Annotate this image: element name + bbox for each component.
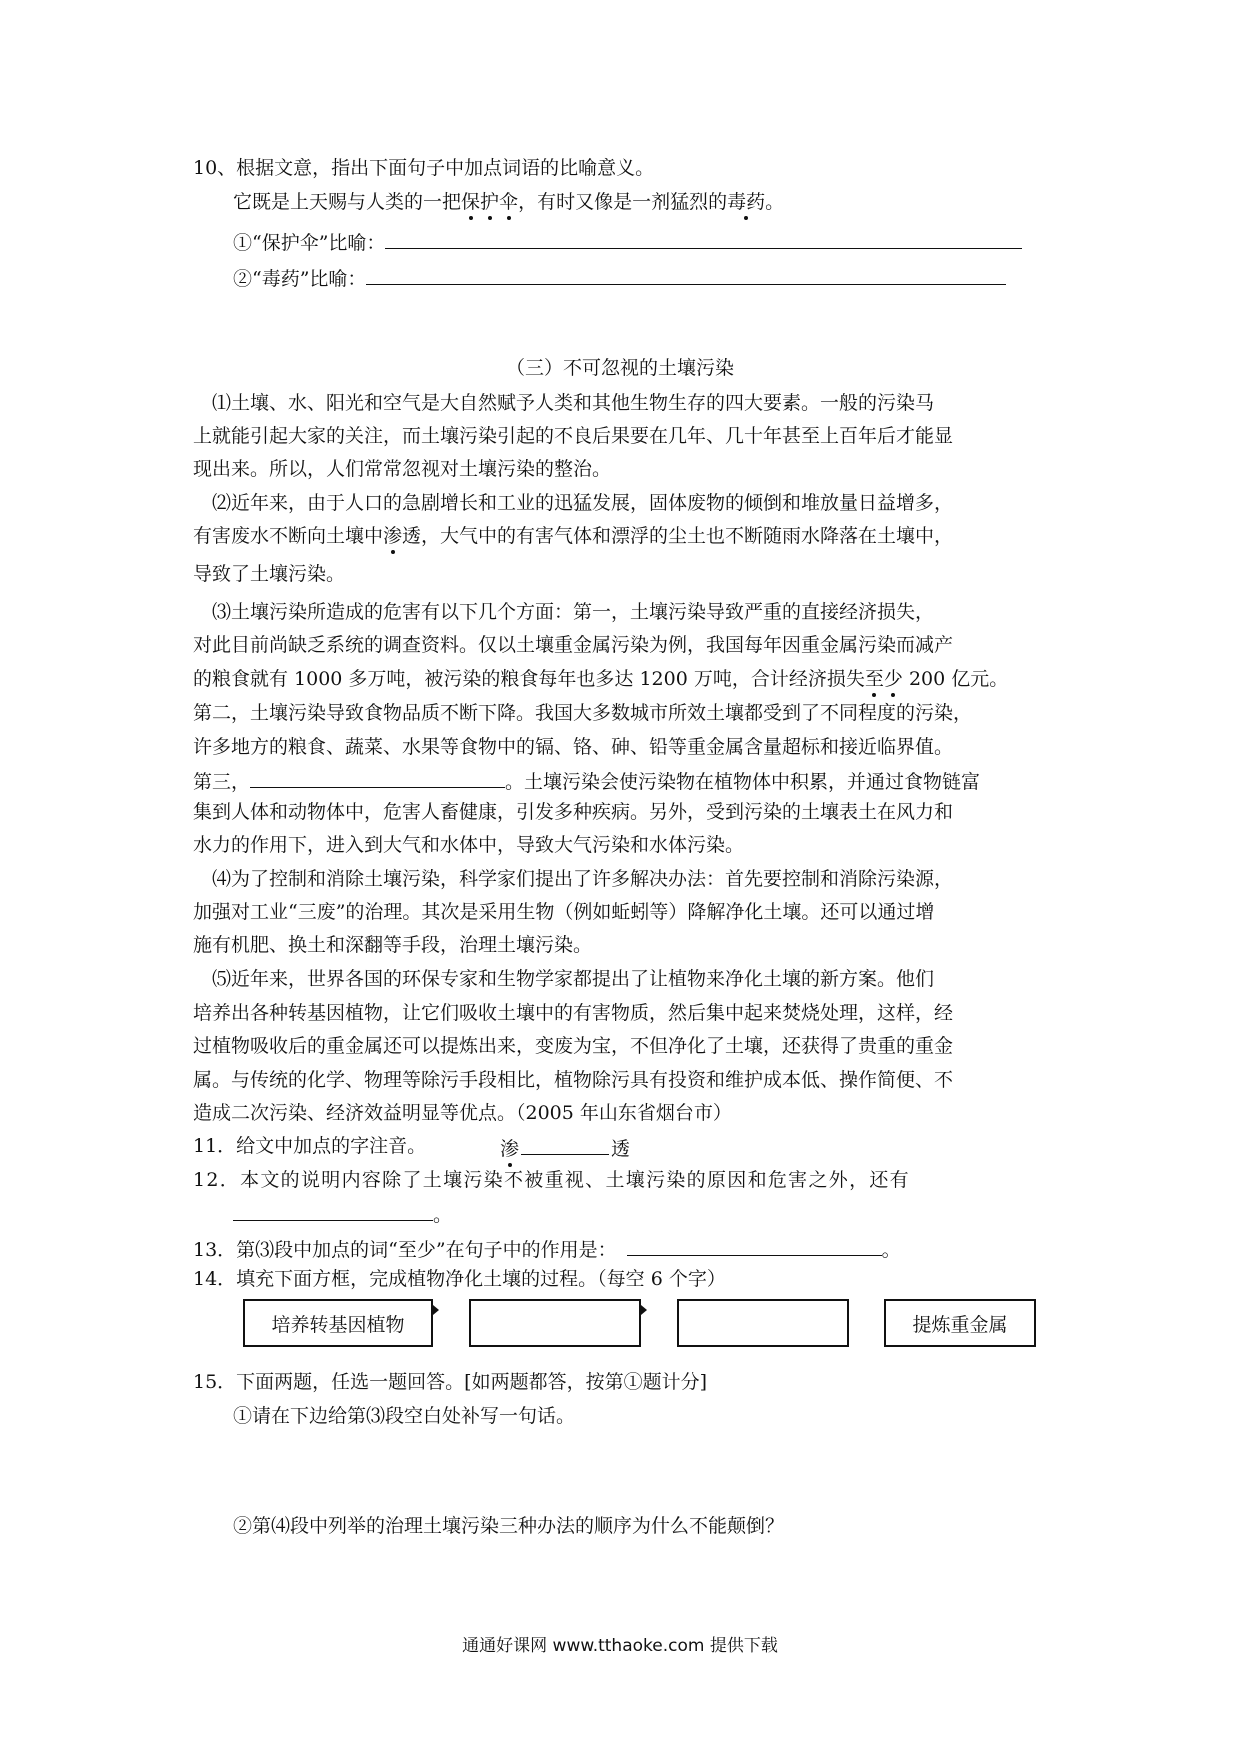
section-title: （三）不可忽视的土壤污染 bbox=[505, 357, 734, 379]
dotted-word-baohusan bbox=[461, 191, 518, 213]
q15-text: 15．下面两题，任选一题回答。[如两题都答，按第①题计分] bbox=[193, 1371, 708, 1393]
q11-pinyin-blank[interactable] bbox=[521, 1132, 609, 1155]
p1-line: 上就能引起大家的关注，而土壤污染引起的不良后果要在几年、几十年甚至上百年后才能显 bbox=[193, 425, 954, 447]
dotted-char: 护 bbox=[480, 191, 500, 213]
q10-sentence-part3: 。 bbox=[765, 191, 785, 213]
q15-option-2: ②第⑷段中列举的治理土壤污染三种办法的顺序为什么不能颠倒？ bbox=[233, 1515, 785, 1537]
q11-pinyin bbox=[500, 1132, 630, 1163]
p3-line: 集到人体和动物体中，危害人畜健康，引发多种疾病。另外，受到污染的土壤表土在风力和 bbox=[193, 801, 954, 823]
p4-line: ⑷为了控制和消除土壤污染，科学家们提出了许多解决办法：首先要控制和消除污染源， bbox=[212, 868, 954, 890]
p5-line: 属。与传统的化学、物理等除污手段相比，植物除污具有投资和维护成本低、操作简便、不 bbox=[193, 1069, 954, 1091]
dotted-char-shen: 渗 bbox=[383, 525, 403, 547]
dotted-char: 伞 bbox=[499, 191, 519, 213]
arrow-icon bbox=[433, 1305, 439, 1315]
process-box-4-label: 提炼重金属 bbox=[912, 1313, 1008, 1336]
p3-line: 第三， 。土壤污染会使污染物在植物体中积累，并通过食物链富 bbox=[193, 765, 980, 796]
q13: 13．第⑶段中加点的词“至少”在句子中的作用是： 。 bbox=[193, 1233, 901, 1264]
q10-answer-1-blank[interactable] bbox=[385, 226, 1022, 249]
p5-line: 造成二次污染、经济效益明显等优点。（2005 年山东省烟台市） bbox=[193, 1102, 732, 1124]
process-box-4 bbox=[884, 1299, 1036, 1347]
p2-line: 导致了土壤污染。 bbox=[193, 563, 346, 585]
q10-prompt: 10、根据文意，指出下面句子中加点词语的比喻意义。 bbox=[193, 157, 655, 179]
q11-char-tou: 透 bbox=[611, 1138, 631, 1160]
q10-sentence bbox=[233, 188, 784, 216]
p2-line: 有害废水不断向土壤中渗透，大气中的有害气体和漂浮的尘土也不断随雨水降落在土壤中， bbox=[193, 525, 954, 547]
q10-sentence-part1: 它既是上天赐与人类的一把 bbox=[233, 191, 462, 213]
q10-answer-1 bbox=[233, 226, 1022, 257]
q12-answer: 。 bbox=[233, 1198, 452, 1229]
q15-option-1: ①请在下边给第⑶段空白处补写一句话。 bbox=[233, 1405, 576, 1427]
p1-line: ⑴土壤、水、阳光和空气是大自然赋予人类和其他生物生存的四大要素。一般的污染马 bbox=[212, 392, 935, 414]
q12-answer-blank[interactable] bbox=[233, 1198, 433, 1221]
p5-line: 培养出各种转基因植物，让它们吸收土壤中的有害物质，然后集中起来焚烧处理，这样，经 bbox=[193, 1002, 954, 1024]
q10-sentence-part2: ，有时又像是一剂猛烈的 bbox=[518, 191, 728, 213]
p5-line: 过植物吸收后的重金属还可以提炼出来，变废为宝，不但净化了土壤，还获得了贵重的重金 bbox=[193, 1035, 954, 1057]
dotted-char-shao: 少 bbox=[883, 668, 903, 690]
q13-text: 13．第⑶段中加点的词“至少”在句子中的作用是： bbox=[193, 1239, 617, 1261]
arrow-icon bbox=[641, 1305, 647, 1315]
p1-line: 现出来。所以，人们常常忽视对土壤污染的整治。 bbox=[193, 458, 612, 480]
p3-fill-blank[interactable] bbox=[250, 765, 505, 788]
p5-line: ⑸近年来，世界各国的环保专家和生物学家都提出了让植物来净化土壤的新方案。他们 bbox=[212, 968, 935, 990]
process-box-2[interactable] bbox=[469, 1299, 641, 1347]
q12-text: 12．本文的说明内容除了土壤污染不被重视、土壤污染的原因和危害之外，还有 bbox=[193, 1169, 910, 1191]
q11-text: 11．给文中加点的字注音。 bbox=[193, 1135, 427, 1157]
p3-line: 许多地方的粮食、蔬菜、水果等食物中的镉、铬、砷、铅等重金属含量超标和接近临界值。 bbox=[193, 736, 954, 758]
q11-char-shen: 渗 bbox=[500, 1138, 520, 1160]
page-footer: 通通好课网 www.tthaoke.com 提供下载 bbox=[462, 1636, 778, 1656]
p3-line: 第二，土壤污染导致食物品质不断下降。我国大多数城市所效土壤都受到了不同程度的污染， bbox=[193, 702, 973, 724]
q11 bbox=[193, 1132, 426, 1160]
q13-answer-blank[interactable] bbox=[627, 1233, 882, 1256]
q10-answer-2 bbox=[233, 262, 1006, 293]
q10-answer-2-label: ②“毒药”比喻： bbox=[233, 268, 367, 290]
p4-line: 加强对工业“三废”的治理。其次是采用生物（例如蚯蚓等）降解净化土壤。还可以通过增 bbox=[193, 901, 935, 923]
q10-answer-2-blank[interactable] bbox=[366, 262, 1006, 285]
process-box-1-label: 培养转基因植物 bbox=[271, 1313, 405, 1336]
p3-line: 对此目前尚缺乏系统的调查资料。仅以土壤重金属污染为例，我国每年因重金属污染而减产 bbox=[193, 634, 954, 656]
dotted-char: 保 bbox=[461, 191, 481, 213]
p3-line: 的粮食就有 1000 多万吨，被污染的粮食每年也多达 1200 万吨，合计经济损失至少 200 亿元。 bbox=[193, 668, 1009, 690]
q14-text: 14．填充下面方框，完成植物净化土壤的过程。（每空 6 个字） bbox=[193, 1268, 726, 1290]
p4-line: 施有机肥、换土和深翻等手段，治理土壤污染。 bbox=[193, 934, 593, 956]
p3-line: ⑶土壤污染所造成的危害有以下几个方面：第一，土壤污染导致严重的直接经济损失， bbox=[212, 601, 935, 623]
dotted-char-zhi: 至 bbox=[864, 668, 884, 690]
process-box-1 bbox=[243, 1299, 433, 1347]
process-box-3[interactable] bbox=[677, 1299, 849, 1347]
dotted-word-duyao: 毒药 bbox=[727, 191, 766, 213]
p2-line: ⑵近年来，由于人口的急剧增长和工业的迅猛发展，固体废物的倾倒和堆放量日益增多， bbox=[212, 492, 954, 514]
q10-answer-1-label: ①“保护伞”比喻： bbox=[233, 232, 386, 254]
p3-line: 水力的作用下，进入到大气和水体中，导致大气污染和水体污染。 bbox=[193, 834, 745, 856]
